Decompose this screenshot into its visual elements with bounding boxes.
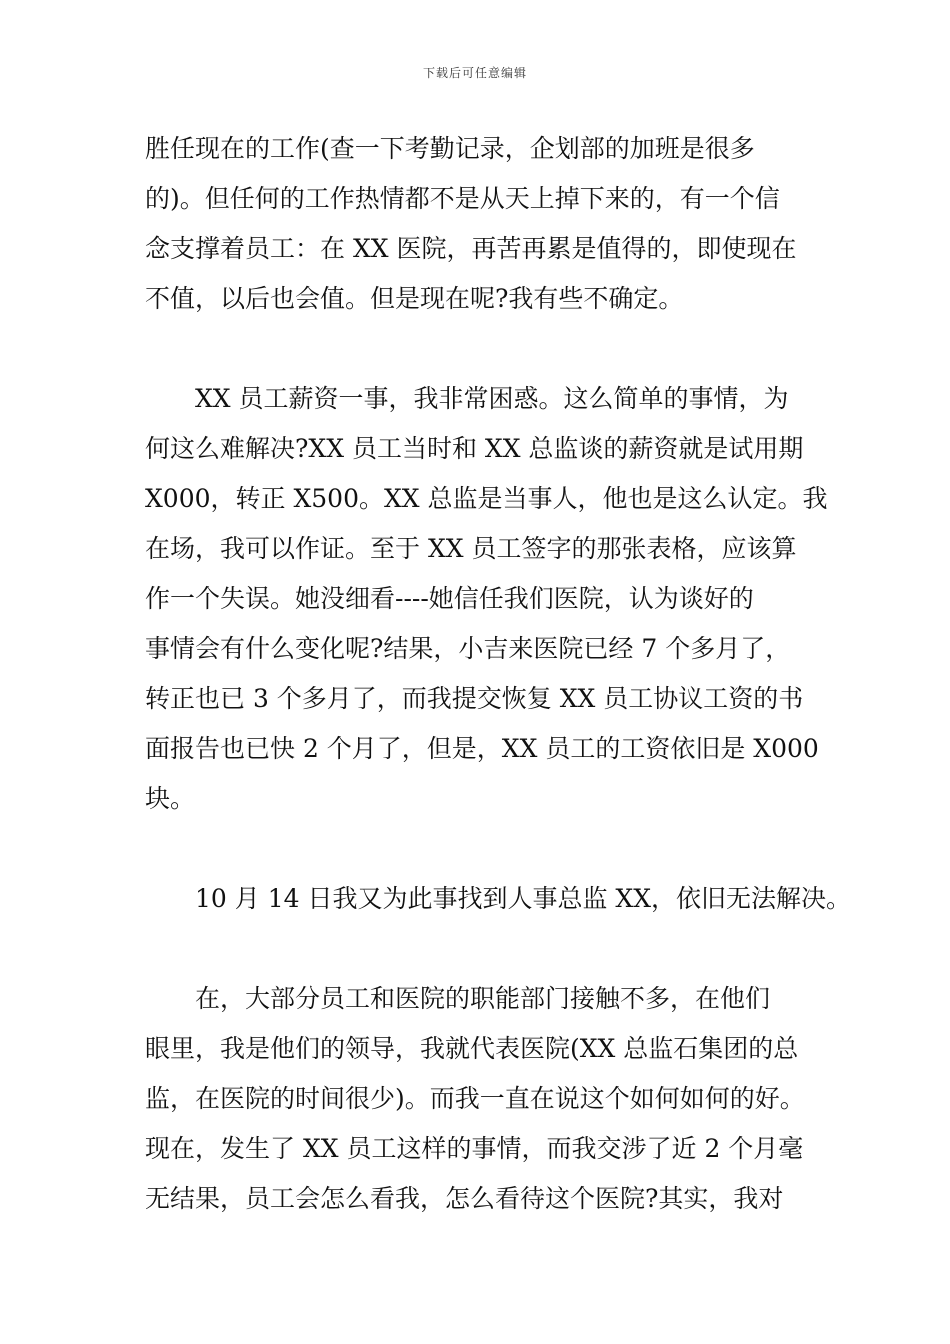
paragraph-gap: [145, 924, 815, 974]
text-line: 眼里，我是他们的领导，我就代表医院(XX 总监石集团的总: [145, 1034, 799, 1063]
paragraph: [145, 374, 828, 824]
text-line: 何这么难解决?XX 员工当时和 XX 总监谈的薪资就是试用期: [145, 434, 804, 463]
text-line: 面报告也已快 2 个月了，但是，XX 员工的工资依旧是 X000: [145, 734, 819, 763]
text-line: 念支撑着员工：在 XX 医院，再苦再累是值得的，即使现在: [145, 234, 797, 263]
paragraph: [145, 974, 815, 1224]
text-line: 作一个失误。她没细看----她信任我们医院，认为谈好的: [145, 584, 754, 613]
paragraph-gap: [145, 324, 815, 374]
text-line: 无结果，员工会怎么看我，怎么看待这个医院?其实，我对: [145, 1184, 784, 1213]
text-line: 不值，以后也会值。但是现在呢?我有些不确定。: [145, 284, 684, 313]
document-body: [145, 124, 852, 1224]
text-line: 转正也已 3 个多月了，而我提交恢复 XX 员工协议工资的书: [145, 684, 804, 713]
text-line: 事情会有什么变化呢?结果，小吉来医院已经 7 个多月了，: [145, 634, 791, 663]
text-line: X000，转正 X500。XX 总监是当事人，他也是这么认定。我: [145, 484, 828, 513]
paragraph-gap: [145, 824, 815, 874]
text-line: 胜任现在的工作(查一下考勤记录，企划部的加班是很多: [145, 134, 755, 163]
text-line: 块。: [145, 784, 196, 813]
text-line: 监，在医院的时间很少)。而我一直在说这个如何如何的好。: [145, 1084, 805, 1113]
paragraph: [145, 124, 815, 324]
page-header: 下载后可任意编辑: [422, 66, 527, 80]
text-line: XX 员工薪资一事，我非常困惑。这么简单的事情，为: [195, 384, 789, 413]
text-line: 在场，我可以作证。至于 XX 员工签字的那张表格，应该算: [145, 534, 797, 563]
text-line: 在，大部分员工和医院的职能部门接触不多，在他们: [195, 984, 771, 1013]
text-line: 10 月 14 日我又为此事找到人事总监 XX，依旧无法解决。: [195, 884, 852, 913]
text-line: 现在，发生了 XX 员工这样的事情，而我交涉了近 2 个月毫: [145, 1134, 804, 1163]
paragraph: [145, 874, 852, 924]
text-line: 的)。但任何的工作热情都不是从天上掉下来的，有一个信: [145, 184, 780, 213]
